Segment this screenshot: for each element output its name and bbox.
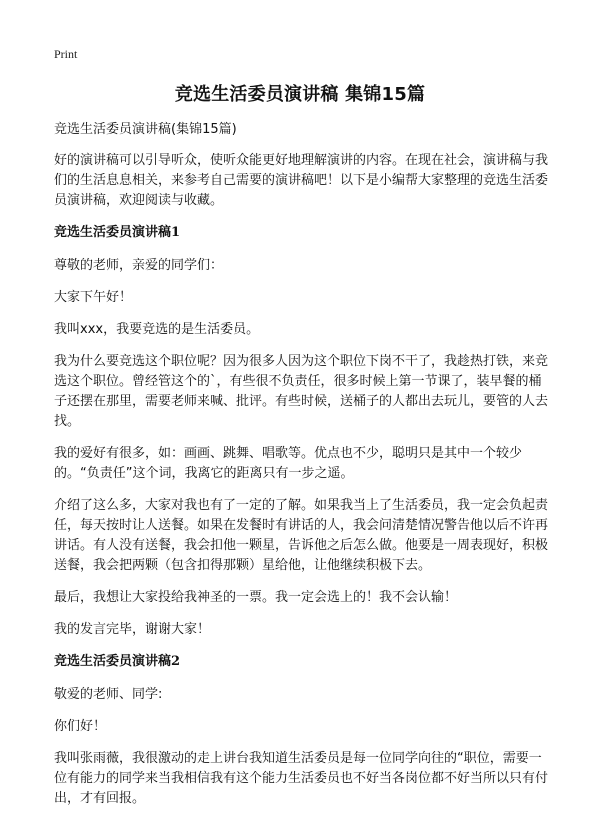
section-heading-1: 竞选生活委员演讲稿1 [54,225,181,240]
intro-paragraph: 好的演讲稿可以引导听众，使听众能更好地理解演讲的内容。在现在社会，演讲稿与我们的生活息息相关，来参考自己需要的演讲稿吧！以下是小编帮大家整理的竞选生活委员演讲稿，欢迎阅读与收藏。 [54,153,549,208]
article-body [54,120,554,821]
paragraph: 我叫张雨薇，我很激动的走上讲台我知道生活委员是每一位同学向往的“职位，需要一位有能力的同学来当我相信我有这个能力生活委员也不好当各岗位都不好当所以只有付出，才有回报。 [54,751,549,806]
print-link[interactable]: Print [54,47,78,61]
paragraph: 我的爱好有很多，如：画画、跳舞、唱歌等。优点也不少，聪明只是其中一个较少的。“负责任”这个词，我离它的距离只有一步之遥。 [54,446,523,481]
page-title: 竞选生活委员演讲稿 集锦15篇 [174,84,426,105]
paragraph: 你们好！ [54,719,107,734]
paragraph: 介绍了这么多，大家对我也有了一定的了解。如果我当上了生活委员，我一定会负起责任，每天按时让人送餐。如果在发餐时有讲话的人，我会问清楚情况警告他以后不许再讲话。有人没有送餐，我会扣他一颗星，告诉他之后怎么做。他要是一周表现好，积极送餐，我会把两颗（包含扣得那颗）星给他，让他继续积极下去。 [54,498,549,573]
section-heading-2: 竞选生活委员演讲稿2 [54,654,181,669]
paragraph: 我叫xxx，我要竞选的是生活委员。 [54,322,260,337]
paragraph: 最后，我想让大家投给我神圣的一票。我一定会选上的！我不会认输！ [54,590,458,605]
paragraph: 我为什么要竞选这个职位呢？因为很多人因为这个职位下岗不干了，我趁热打铁，来竞选这个职位。曾经管这个的`，有些很不负责任，很多时候上第一节课了，装早餐的桶子还摆在那里，需要老师来喊、批评。有些时候，送桶子的人都出去玩儿，要管的人去找。 [54,354,549,429]
paragraph: 敬爱的老师、同学: [54,687,163,702]
paragraph: 尊敬的老师，亲爱的同学们： [54,258,224,273]
article-subtitle: 竞选生活委员演讲稿(集锦15篇) [54,122,237,137]
paragraph: 大家下午好！ [54,290,133,305]
paragraph: 我的发言完毕，谢谢大家！ [54,622,211,637]
